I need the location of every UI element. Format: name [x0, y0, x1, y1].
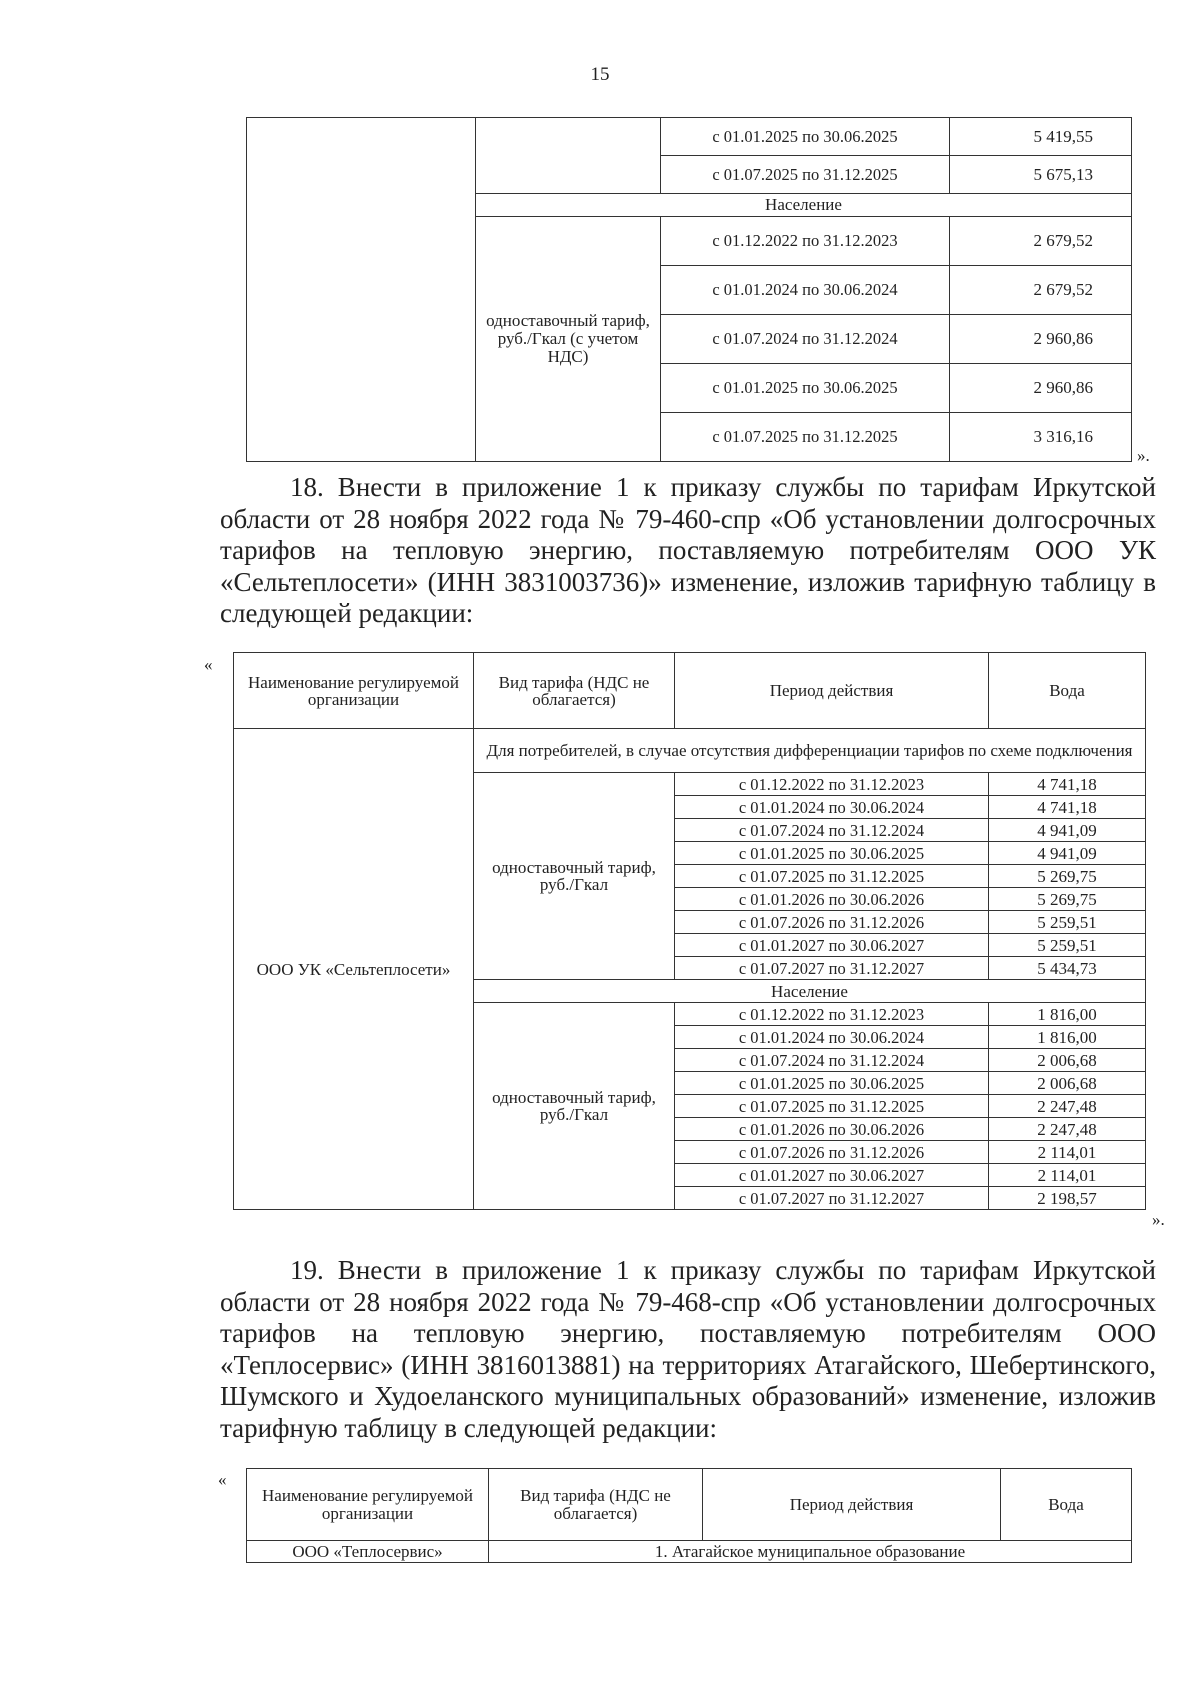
value-cell: 5 434,73: [989, 957, 1146, 980]
value-cell: 5 675,13: [950, 156, 1132, 194]
period-cell: с 01.01.2025 по 30.06.2025: [661, 364, 950, 413]
paragraph-19: 19. Внести в приложение 1 к приказу службы по тарифам Иркутской области от 28 ноября 2022 года № 79-468-спр «Об установлении долгосрочных тарифов на тепловую энергию, поставляемую потребителям ООО «Теплосервис» (ИНН 3816013881) на территориях Атагайского, Шебертинского, Шумского и Худоеланского муниципальных образований» изменение, изложив тарифную таблицу в следующей редакции:: [220, 1255, 1156, 1443]
page-number: 15: [590, 64, 610, 85]
period-cell: с 01.07.2027 по 31.12.2027: [675, 957, 989, 980]
header-type: Вид тарифа (НДС не облагается): [489, 1469, 703, 1541]
value-cell: 5 259,51: [989, 934, 1146, 957]
period-cell: с 01.01.2027 по 30.06.2027: [675, 1164, 989, 1187]
period-cell: с 01.01.2026 по 30.06.2026: [675, 888, 989, 911]
section-label: 1. Атагайское муниципальное образование: [489, 1541, 1132, 1563]
header-period: Период действия: [675, 653, 989, 729]
value-cell: 3 316,16: [950, 413, 1132, 462]
value-cell: 2 247,48: [989, 1095, 1146, 1118]
opening-quote: «: [218, 1470, 227, 1489]
value-cell: 5 269,75: [989, 888, 1146, 911]
tariff-table-seltteploseti: [233, 652, 1146, 1210]
value-cell: 2 679,52: [950, 266, 1132, 315]
period-cell: с 01.07.2025 по 31.12.2025: [675, 1095, 989, 1118]
period-cell: с 01.01.2025 по 30.06.2025: [675, 1072, 989, 1095]
period-cell: с 01.12.2022 по 31.12.2023: [661, 217, 950, 266]
value-cell: 4 741,18: [989, 773, 1146, 796]
value-cell: 5 419,55: [950, 118, 1132, 156]
period-cell: с 01.07.2025 по 31.12.2025: [675, 865, 989, 888]
value-cell: 1 816,00: [989, 1003, 1146, 1026]
period-cell: с 01.07.2024 по 31.12.2024: [661, 315, 950, 364]
tariff-table-continued: [246, 117, 1132, 462]
value-cell: 2 114,01: [989, 1141, 1146, 1164]
org-cell-empty: [247, 118, 476, 462]
tariff-type-cell: одноставочный тариф, руб./Гкал: [474, 1003, 675, 1210]
group-label: Население: [476, 194, 1132, 217]
period-cell: с 01.01.2024 по 30.06.2024: [675, 1026, 989, 1049]
value-cell: 2 114,01: [989, 1164, 1146, 1187]
value-cell: 1 816,00: [989, 1026, 1146, 1049]
period-cell: с 01.01.2026 по 30.06.2026: [675, 1118, 989, 1141]
value-cell: 2 198,57: [989, 1187, 1146, 1210]
closing-quote: ».: [1152, 1210, 1165, 1229]
paragraph-18: 18. Внести в приложение 1 к приказу службы по тарифам Иркутской области от 28 ноября 2022 года № 79-460-спр «Об установлении долгосрочных тарифов на тепловую энергию, поставляемую потребителям ООО УК «Сельтеплосети» (ИНН 3831003736)» изменение, изложив тарифную таблицу в следующей редакции:: [220, 472, 1156, 628]
period-cell: с 01.07.2027 по 31.12.2027: [675, 1187, 989, 1210]
group-label: Население: [474, 980, 1146, 1003]
value-cell: 2 960,86: [950, 364, 1132, 413]
period-cell: с 01.07.2026 по 31.12.2026: [675, 911, 989, 934]
header-water: Вода: [989, 653, 1146, 729]
period-cell: с 01.07.2025 по 31.12.2025: [661, 156, 950, 194]
value-cell: 4 941,09: [989, 842, 1146, 865]
period-cell: с 01.12.2022 по 31.12.2023: [675, 1003, 989, 1026]
period-cell: с 01.07.2024 по 31.12.2024: [675, 1049, 989, 1072]
period-cell: с 01.01.2024 по 30.06.2024: [675, 796, 989, 819]
org-name-cell: ООО УК «Сельтеплосети»: [234, 729, 474, 1210]
period-cell: с 01.07.2025 по 31.12.2025: [661, 413, 950, 462]
period-cell: с 01.01.2024 по 30.06.2024: [661, 266, 950, 315]
type-cell-empty: [476, 118, 661, 194]
value-cell: 5 259,51: [989, 911, 1146, 934]
value-cell: 4 941,09: [989, 819, 1146, 842]
period-cell: с 01.01.2025 по 30.06.2025: [661, 118, 950, 156]
header-org: Наименование регулируемой организации: [234, 653, 474, 729]
value-cell: 5 269,75: [989, 865, 1146, 888]
value-cell: 4 741,18: [989, 796, 1146, 819]
value-cell: 2 247,48: [989, 1118, 1146, 1141]
closing-quote: ».: [1137, 446, 1150, 465]
value-cell: 2 960,86: [950, 315, 1132, 364]
header-period: Период действия: [703, 1469, 1001, 1541]
tariff-type-cell: одноставочный тариф, руб./Гкал (с учетом НДС): [476, 217, 661, 462]
period-cell: с 01.07.2024 по 31.12.2024: [675, 819, 989, 842]
org-name-cell: ООО «Теплосервис»: [247, 1541, 489, 1563]
opening-quote: «: [204, 655, 213, 674]
period-cell: с 01.01.2027 по 30.06.2027: [675, 934, 989, 957]
tariff-table-teploservis: [246, 1468, 1132, 1563]
group-label: Для потребителей, в случае отсутствия дифференциации тарифов по схеме подключения: [474, 729, 1146, 773]
period-cell: с 01.12.2022 по 31.12.2023: [675, 773, 989, 796]
period-cell: с 01.01.2025 по 30.06.2025: [675, 842, 989, 865]
header-water: Вода: [1001, 1469, 1132, 1541]
header-org: Наименование регулируемой организации: [247, 1469, 489, 1541]
value-cell: 2 006,68: [989, 1072, 1146, 1095]
value-cell: 2 006,68: [989, 1049, 1146, 1072]
tariff-type-cell: одноставочный тариф, руб./Гкал: [474, 773, 675, 980]
header-type: Вид тарифа (НДС не облагается): [474, 653, 675, 729]
value-cell: 2 679,52: [950, 217, 1132, 266]
period-cell: с 01.07.2026 по 31.12.2026: [675, 1141, 989, 1164]
